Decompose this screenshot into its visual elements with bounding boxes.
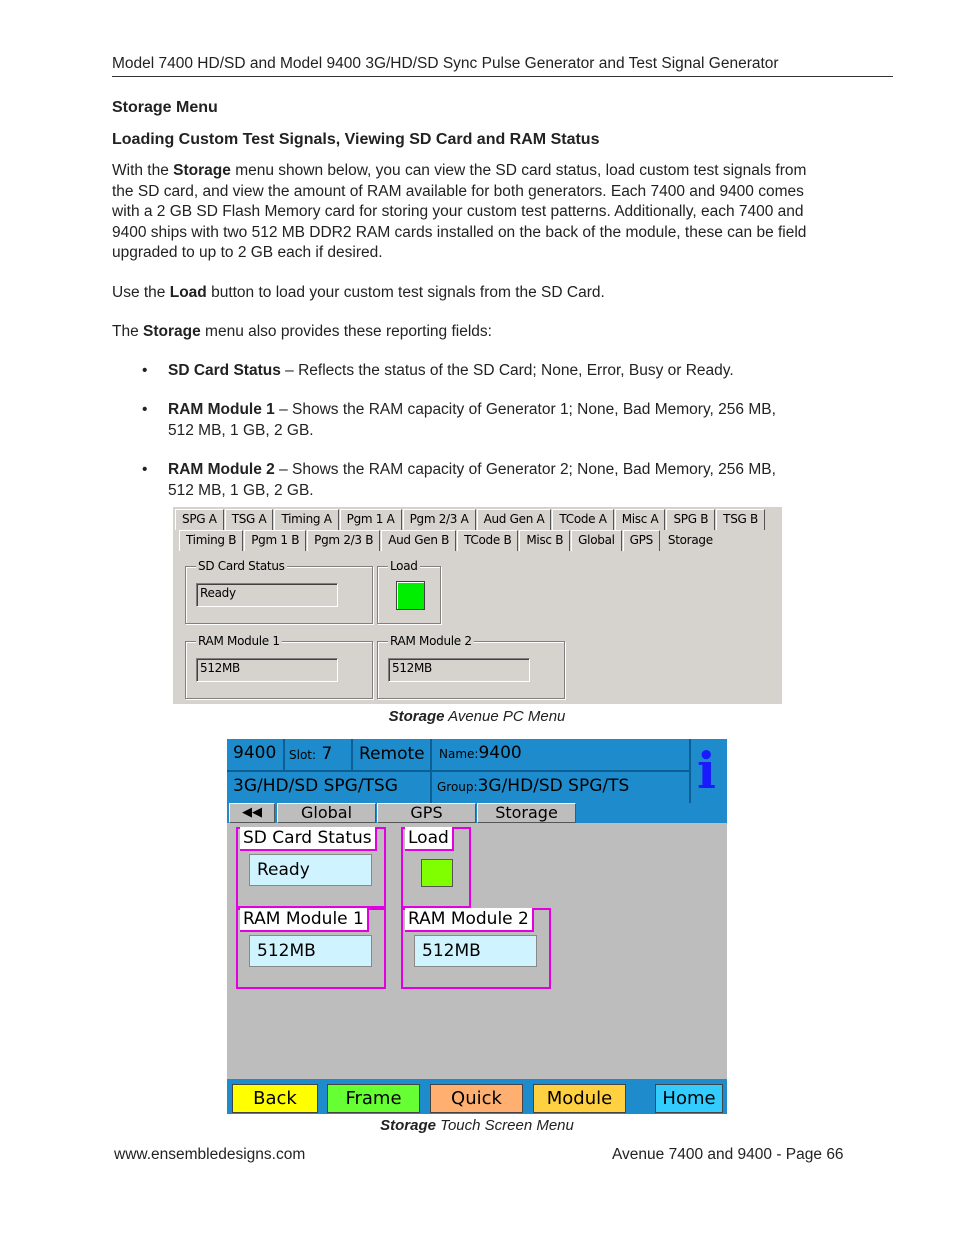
pc-sd-card-status-label: SD Card Status — [198, 559, 285, 573]
pc-sd-card-status-field: Ready — [196, 583, 338, 607]
pc-tab-tcode-a[interactable]: TCode A — [552, 509, 613, 530]
touch-ram-module-1-label: RAM Module 1 — [240, 908, 369, 932]
running-header: Model 7400 HD/SD and Model 9400 3G/HD/SD Sync Pulse Generator and Test Signal Generator — [112, 55, 779, 72]
pc-load-group — [377, 559, 441, 624]
bullet-ram-module-1: • RAM Module 1 – Shows the RAM capacity of Generator 1; None, Bad Memory, 256 MB, 512 MB, 1 GB, 2 GB. — [142, 401, 776, 439]
touch-load-label: Load — [405, 827, 454, 851]
touch-model: 9400 — [233, 743, 277, 763]
pc-tab-storage[interactable]: Storage — [661, 530, 720, 551]
pc-tab-tcode-b[interactable]: TCode B — [457, 530, 518, 551]
pc-ram-module-1-label: RAM Module 1 — [198, 634, 280, 648]
pc-sd-card-status-group — [185, 559, 373, 624]
touch-tab-bar — [227, 803, 727, 823]
touch-storage-menu — [227, 739, 727, 1114]
pc-ram-module-2-group — [377, 634, 565, 699]
pc-tab-pgm23-a[interactable]: Pgm 2/3 A — [403, 509, 476, 530]
pc-tab-timing-a[interactable]: Timing A — [274, 509, 338, 530]
touch-ram-module-2-field: 512MB — [414, 935, 537, 967]
info-icon[interactable]: i — [697, 741, 716, 800]
pc-tab-misc-a[interactable]: Misc A — [615, 509, 666, 530]
pc-tab-pgm1-b[interactable]: Pgm 1 B — [244, 530, 306, 551]
pc-ram-module-1-field: 512MB — [196, 658, 338, 682]
pc-tab-row-2 — [179, 530, 721, 551]
pc-tab-pgm23-b[interactable]: Pgm 2/3 B — [307, 530, 380, 551]
footer-page-number: Avenue 7400 and 9400 - Page 66 — [612, 1146, 844, 1163]
pc-ram-module-2-label: RAM Module 2 — [390, 634, 472, 648]
touch-name: Name:9400 — [439, 743, 522, 763]
pc-ram-module-2-field: 512MB — [388, 658, 530, 682]
touch-sd-card-status-box — [236, 827, 386, 908]
touch-status-divider-v4 — [689, 739, 691, 803]
touch-sd-card-status-label: SD Card Status — [240, 827, 377, 851]
touch-load-button[interactable] — [421, 859, 453, 887]
section-title: Storage Menu — [112, 99, 218, 116]
header-rule — [112, 76, 893, 77]
fields-paragraph: The Storage menu also provides these reporting fields: — [112, 323, 492, 340]
touch-status-divider — [227, 770, 689, 772]
touch-group: Group:3G/HD/SD SPG/TS — [437, 776, 630, 796]
pc-tab-global[interactable]: Global — [571, 530, 621, 551]
back-arrows-icon[interactable]: ◀◀ — [229, 803, 275, 823]
touch-slot: Slot: 7 — [289, 744, 333, 764]
module-button[interactable]: Module — [533, 1084, 626, 1113]
pc-tab-misc-b[interactable]: Misc B — [519, 530, 570, 551]
bullet-sd-card-status: • SD Card Status – Reflects the status of the SD Card; None, Error, Busy or Ready. — [142, 362, 734, 379]
pc-tab-timing-b[interactable]: Timing B — [179, 530, 243, 551]
touch-tab-storage[interactable]: Storage — [477, 803, 576, 823]
pc-menu-caption: Storage Avenue PC Menu — [388, 708, 566, 725]
pc-tab-tsg-a[interactable]: TSG A — [225, 509, 274, 530]
touch-sd-card-status-field: Ready — [249, 854, 372, 886]
touch-status-bar — [227, 739, 727, 803]
pc-tab-aud-gen-b[interactable]: Aud Gen B — [381, 530, 456, 551]
touch-ram-module-2-label: RAM Module 2 — [405, 908, 534, 932]
touch-mode: Remote — [359, 744, 425, 764]
subsection-title: Loading Custom Test Signals, Viewing SD Card and RAM Status — [112, 131, 600, 148]
touch-status-divider-v2 — [351, 739, 353, 770]
pc-tab-row-1 — [175, 509, 766, 530]
touch-tab-gps[interactable]: GPS — [377, 803, 476, 823]
pc-load-button[interactable] — [396, 581, 425, 610]
load-paragraph: Use the Load button to load your custom test signals from the SD Card. — [112, 284, 605, 301]
touch-button-bar — [227, 1079, 727, 1114]
touch-load-box — [401, 827, 471, 908]
quick-button[interactable]: Quick — [430, 1084, 523, 1113]
intro-paragraph: With the Storage menu shown below, you can view the SD card status, load custom test signals from the SD card, and view the amount of RAM available for both generators. Each 7400 and 9400 comes with a 2 GB SD Flash Memory card for storing your custom test patterns. Additionally, each 7400 and 9400 ships with two 512 MB DDR2 RAM cards installed on the back of the module, these can be field upgraded to up to 2 GB each if desired. — [112, 162, 807, 261]
bullet-ram-module-2: • RAM Module 2 – Shows the RAM capacity of Generator 2; None, Bad Memory, 256 MB, 512 MB, 1 GB, 2 GB. — [142, 461, 776, 499]
pc-tab-aud-gen-a[interactable]: Aud Gen A — [477, 509, 552, 530]
touch-type: 3G/HD/SD SPG/TSG — [233, 776, 398, 796]
pc-tab-gps[interactable]: GPS — [623, 530, 660, 551]
pc-load-label: Load — [390, 559, 418, 573]
touch-tab-global[interactable]: Global — [277, 803, 376, 823]
touch-ram-module-1-box — [236, 908, 386, 989]
touch-status-divider-v3 — [430, 739, 432, 803]
home-button[interactable]: Home — [655, 1084, 723, 1113]
back-button[interactable]: Back — [232, 1084, 318, 1113]
touch-menu-caption: Storage Touch Screen Menu — [380, 1117, 574, 1134]
pc-tab-pgm1-a[interactable]: Pgm 1 A — [340, 509, 402, 530]
pc-ram-module-1-group — [185, 634, 373, 699]
pc-tab-tsg-b[interactable]: TSG B — [716, 509, 765, 530]
footer-website: www.ensembledesigns.com — [114, 1146, 306, 1163]
touch-status-divider-v1 — [283, 739, 285, 770]
touch-ram-module-2-box — [401, 908, 551, 989]
frame-button[interactable]: Frame — [327, 1084, 420, 1113]
pc-storage-menu — [173, 507, 782, 704]
pc-tab-spg-b[interactable]: SPG B — [666, 509, 715, 530]
pc-tab-spg-a[interactable]: SPG A — [175, 509, 224, 530]
touch-ram-module-1-field: 512MB — [249, 935, 372, 967]
